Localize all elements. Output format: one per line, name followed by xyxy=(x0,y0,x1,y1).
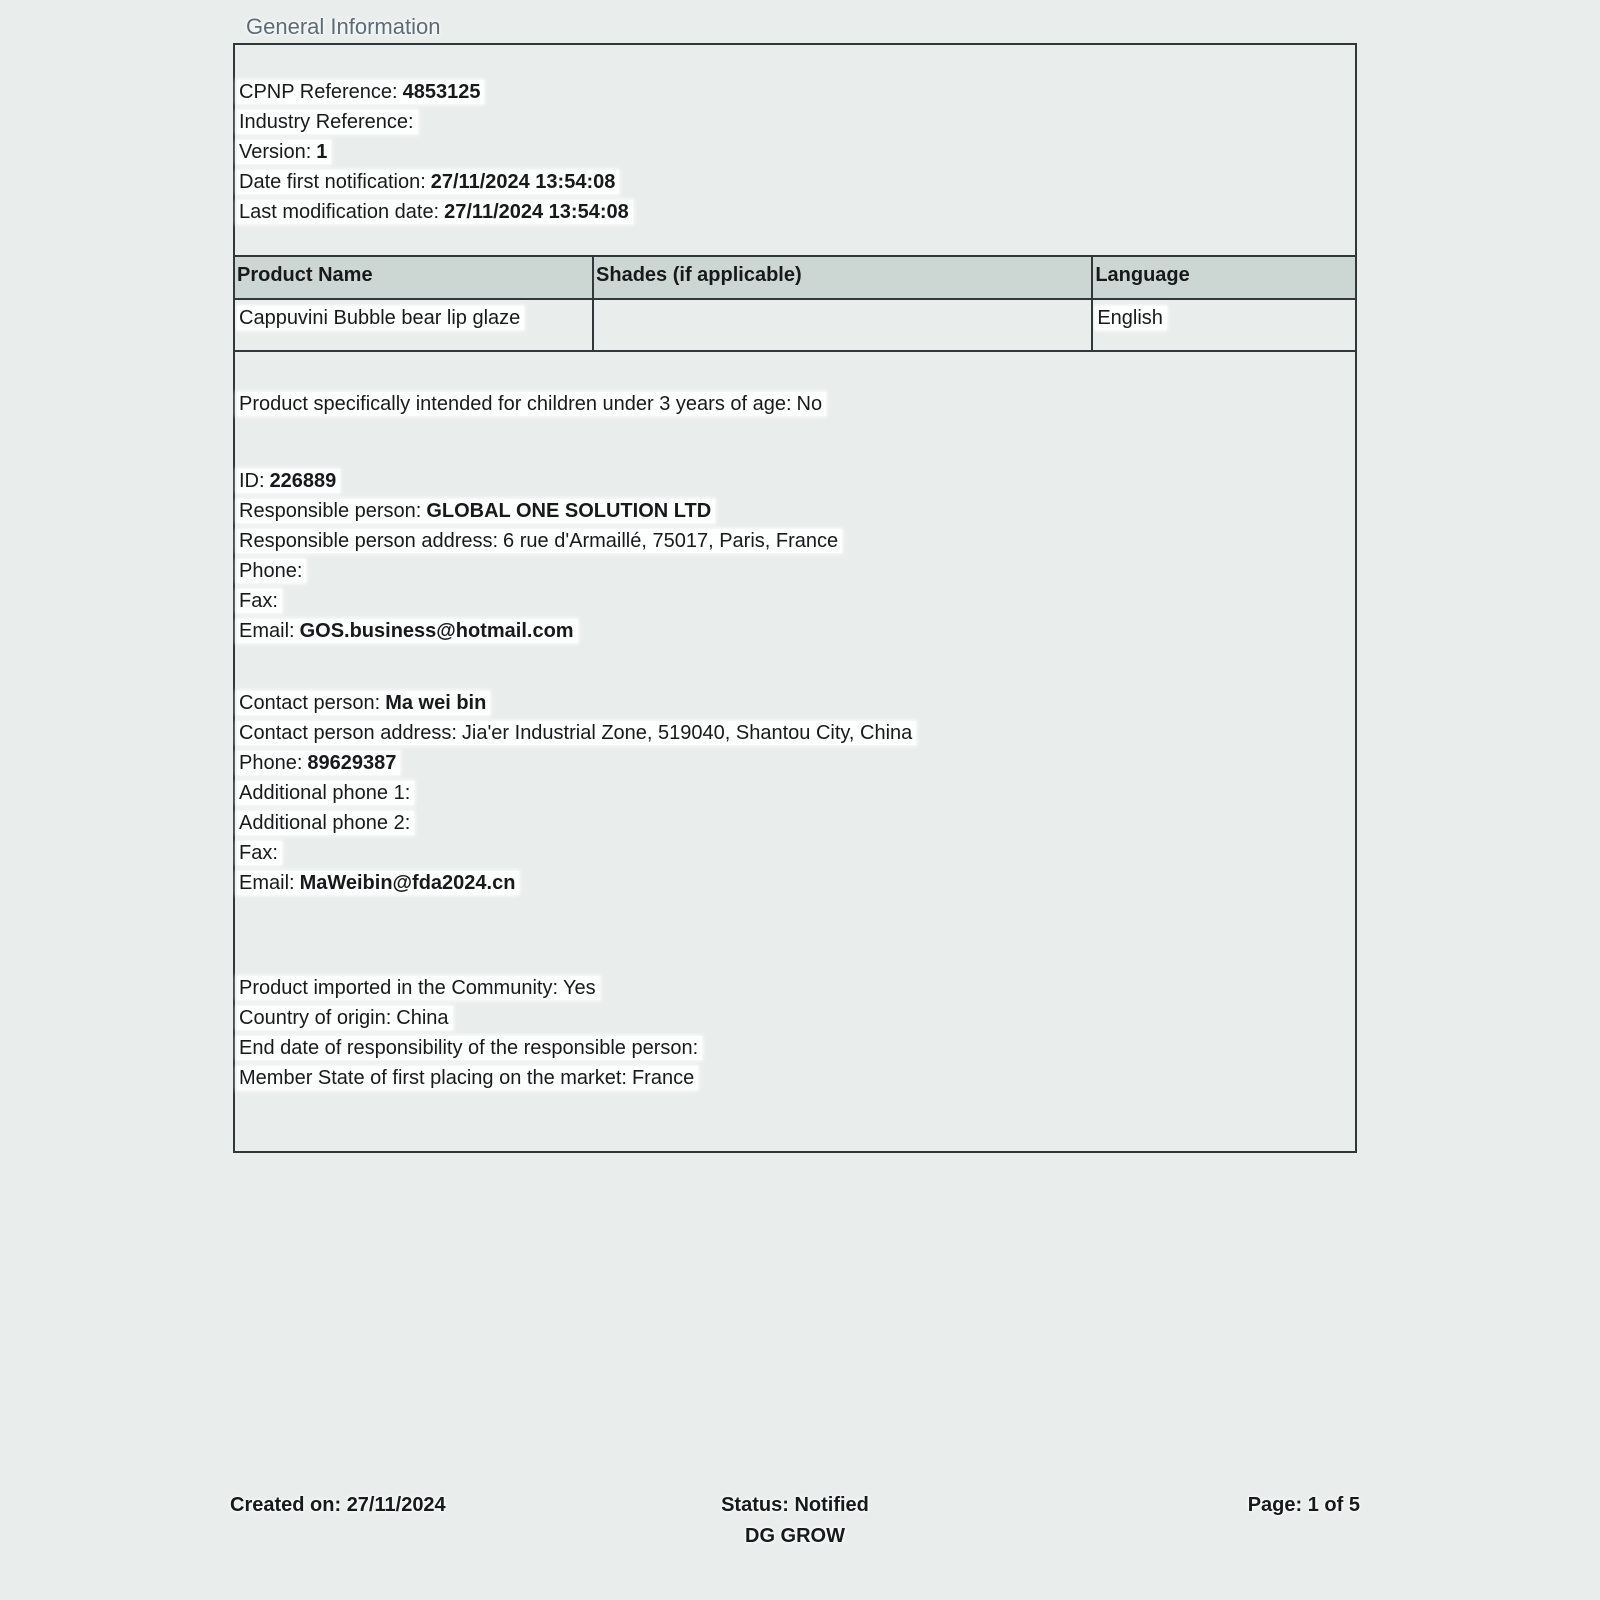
contact-address-label: Contact person address: xyxy=(239,722,457,744)
children-under-3-text xyxy=(237,392,826,416)
contact-phone-text xyxy=(237,751,400,775)
status-value: Notified xyxy=(794,1494,869,1516)
page-number-value: 1 of 5 xyxy=(1307,1494,1360,1516)
country-of-origin-text xyxy=(237,1006,453,1030)
industry-reference-row xyxy=(237,107,1353,137)
imported-in-community-label: Product imported in the Community: xyxy=(239,977,559,999)
responsible-phone-text xyxy=(237,559,306,583)
end-date-responsibility-text xyxy=(237,1036,702,1060)
responsible-id-row xyxy=(237,466,1353,496)
date-first-notification-label: Date first notification: xyxy=(239,171,426,193)
contact-additional-phone2-text xyxy=(237,811,414,835)
contact-address-value: Jia'er Industrial Zone, 519040, Shantou City, China xyxy=(461,722,913,744)
section-title: General Information xyxy=(246,14,441,39)
dg-grow-text xyxy=(233,1521,1357,1551)
product-table-header-row xyxy=(234,256,1356,299)
language-value: English xyxy=(1095,306,1167,330)
product-name-value: Cappuvini Bubble bear lip glaze xyxy=(237,306,524,330)
responsible-address-row xyxy=(237,526,1353,556)
imported-in-community-text xyxy=(237,976,600,1000)
responsible-address-text xyxy=(237,529,842,553)
responsible-email-row xyxy=(237,616,1353,646)
shades-column-header: Shades (if applicable) xyxy=(593,256,1092,299)
date-first-notification-row xyxy=(237,167,1353,197)
end-date-responsibility-row xyxy=(237,1033,1353,1063)
last-modification-date-value: 27/11/2024 13:54:08 xyxy=(444,201,629,223)
last-modification-date-label: Last modification date: xyxy=(239,201,440,223)
date-first-notification-value: 27/11/2024 13:54:08 xyxy=(430,171,616,193)
contact-additional-phone1-row xyxy=(237,778,1353,808)
member-state-first-placing-value: France xyxy=(631,1067,695,1089)
import-information-block xyxy=(237,973,1353,1093)
industry-reference-label: Industry Reference: xyxy=(239,111,414,133)
contact-person-block xyxy=(237,688,1353,898)
responsible-fax-text xyxy=(237,589,282,613)
language-cell xyxy=(1092,299,1356,351)
imported-in-community-row xyxy=(237,973,1353,1003)
responsible-phone-row xyxy=(237,556,1353,586)
shades-cell xyxy=(593,299,1092,351)
responsible-address-value: 6 rue d'Armaillé, 75017, Paris, France xyxy=(503,530,839,552)
contact-additional-phone1-label: Additional phone 1: xyxy=(239,782,411,804)
version-label: Version: xyxy=(239,141,312,163)
contact-address-text xyxy=(237,721,916,745)
version-row xyxy=(237,137,1353,167)
status-label: Status: xyxy=(721,1494,789,1516)
product-table-head xyxy=(234,256,1356,299)
cpnp-reference-value: 4853125 xyxy=(402,81,481,103)
last-modification-date-row xyxy=(237,197,1353,227)
contact-fax-row xyxy=(237,838,1353,868)
page-number-label: Page: xyxy=(1247,1494,1303,1516)
country-of-origin-row xyxy=(237,1003,1353,1033)
created-on-value: 27/11/2024 xyxy=(346,1494,446,1516)
page-footer xyxy=(230,1490,1360,1520)
member-state-first-placing-text xyxy=(237,1066,698,1090)
responsible-person-text xyxy=(237,499,715,523)
responsible-email-text xyxy=(237,619,578,643)
contact-phone-label: Phone: xyxy=(239,752,303,774)
responsible-email-label: Email: xyxy=(239,620,295,642)
responsible-email-value: GOS.business@hotmail.com xyxy=(299,620,574,642)
member-state-first-placing-label: Member State of first placing on the market: xyxy=(239,1067,627,1089)
page-number-text xyxy=(1248,1490,1360,1520)
responsible-person-label: Responsible person: xyxy=(239,500,422,522)
product-name-column-header: Product Name xyxy=(234,256,593,299)
contact-address-row xyxy=(237,718,1353,748)
contact-person-label: Contact person: xyxy=(239,692,381,714)
contact-email-text xyxy=(237,871,519,895)
children-under-3-row xyxy=(237,389,826,419)
notification-meta-block xyxy=(237,77,1353,227)
product-table xyxy=(233,255,1357,352)
imported-in-community-value: Yes xyxy=(563,977,596,999)
last-modification-date-text xyxy=(237,200,633,224)
responsible-fax-label: Fax: xyxy=(239,590,278,612)
date-first-notification-text xyxy=(237,170,619,194)
responsible-id-value: 226889 xyxy=(269,470,337,492)
contact-person-value: Ma wei bin xyxy=(385,692,487,714)
cpnp-reference-row xyxy=(237,77,1353,107)
contact-email-value: MaWeibin@fda2024.cn xyxy=(299,872,516,894)
contact-email-label: Email: xyxy=(239,872,295,894)
industry-reference-text xyxy=(237,110,418,134)
product-table-body xyxy=(234,299,1356,351)
created-on-label: Created on: xyxy=(230,1494,342,1516)
cpnp-reference-label: CPNP Reference: xyxy=(239,81,398,103)
cpnp-reference-text xyxy=(237,80,484,104)
version-value: 1 xyxy=(316,141,328,163)
contact-phone-row xyxy=(237,748,1353,778)
status-text xyxy=(233,1490,1357,1520)
version-text xyxy=(237,140,331,164)
contact-fax-label: Fax: xyxy=(239,842,278,864)
responsible-address-label: Responsible person address: xyxy=(239,530,499,552)
contact-person-text xyxy=(237,691,490,715)
responsible-fax-row xyxy=(237,586,1353,616)
responsible-id-text xyxy=(237,469,340,493)
responsible-phone-label: Phone: xyxy=(239,560,303,582)
contact-additional-phone2-label: Additional phone 2: xyxy=(239,812,411,834)
responsible-person-row xyxy=(237,496,1353,526)
contact-person-row xyxy=(237,688,1353,718)
children-under-3-value: No xyxy=(796,393,823,415)
country-of-origin-label: Country of origin: xyxy=(239,1007,392,1029)
contact-fax-text xyxy=(237,841,282,865)
end-date-responsibility-label: End date of responsibility of the responsible person: xyxy=(239,1037,699,1059)
contact-email-row xyxy=(237,868,1353,898)
responsible-person-value: GLOBAL ONE SOLUTION LTD xyxy=(426,500,712,522)
product-name-cell xyxy=(234,299,593,351)
responsible-id-label: ID: xyxy=(239,470,265,492)
contact-additional-phone2-row xyxy=(237,808,1353,838)
children-under-3-label: Product specifically intended for children under 3 years of age: xyxy=(239,393,792,415)
contact-additional-phone1-text xyxy=(237,781,414,805)
general-information-panel xyxy=(233,43,1357,1153)
language-column-header: Language xyxy=(1092,256,1356,299)
contact-phone-value: 89629387 xyxy=(307,752,397,774)
responsible-person-block xyxy=(237,466,1353,646)
member-state-first-placing-row xyxy=(237,1063,1353,1093)
product-table-row xyxy=(234,299,1356,351)
dg-grow-label: DG GROW xyxy=(745,1525,845,1547)
country-of-origin-value: China xyxy=(396,1007,449,1029)
